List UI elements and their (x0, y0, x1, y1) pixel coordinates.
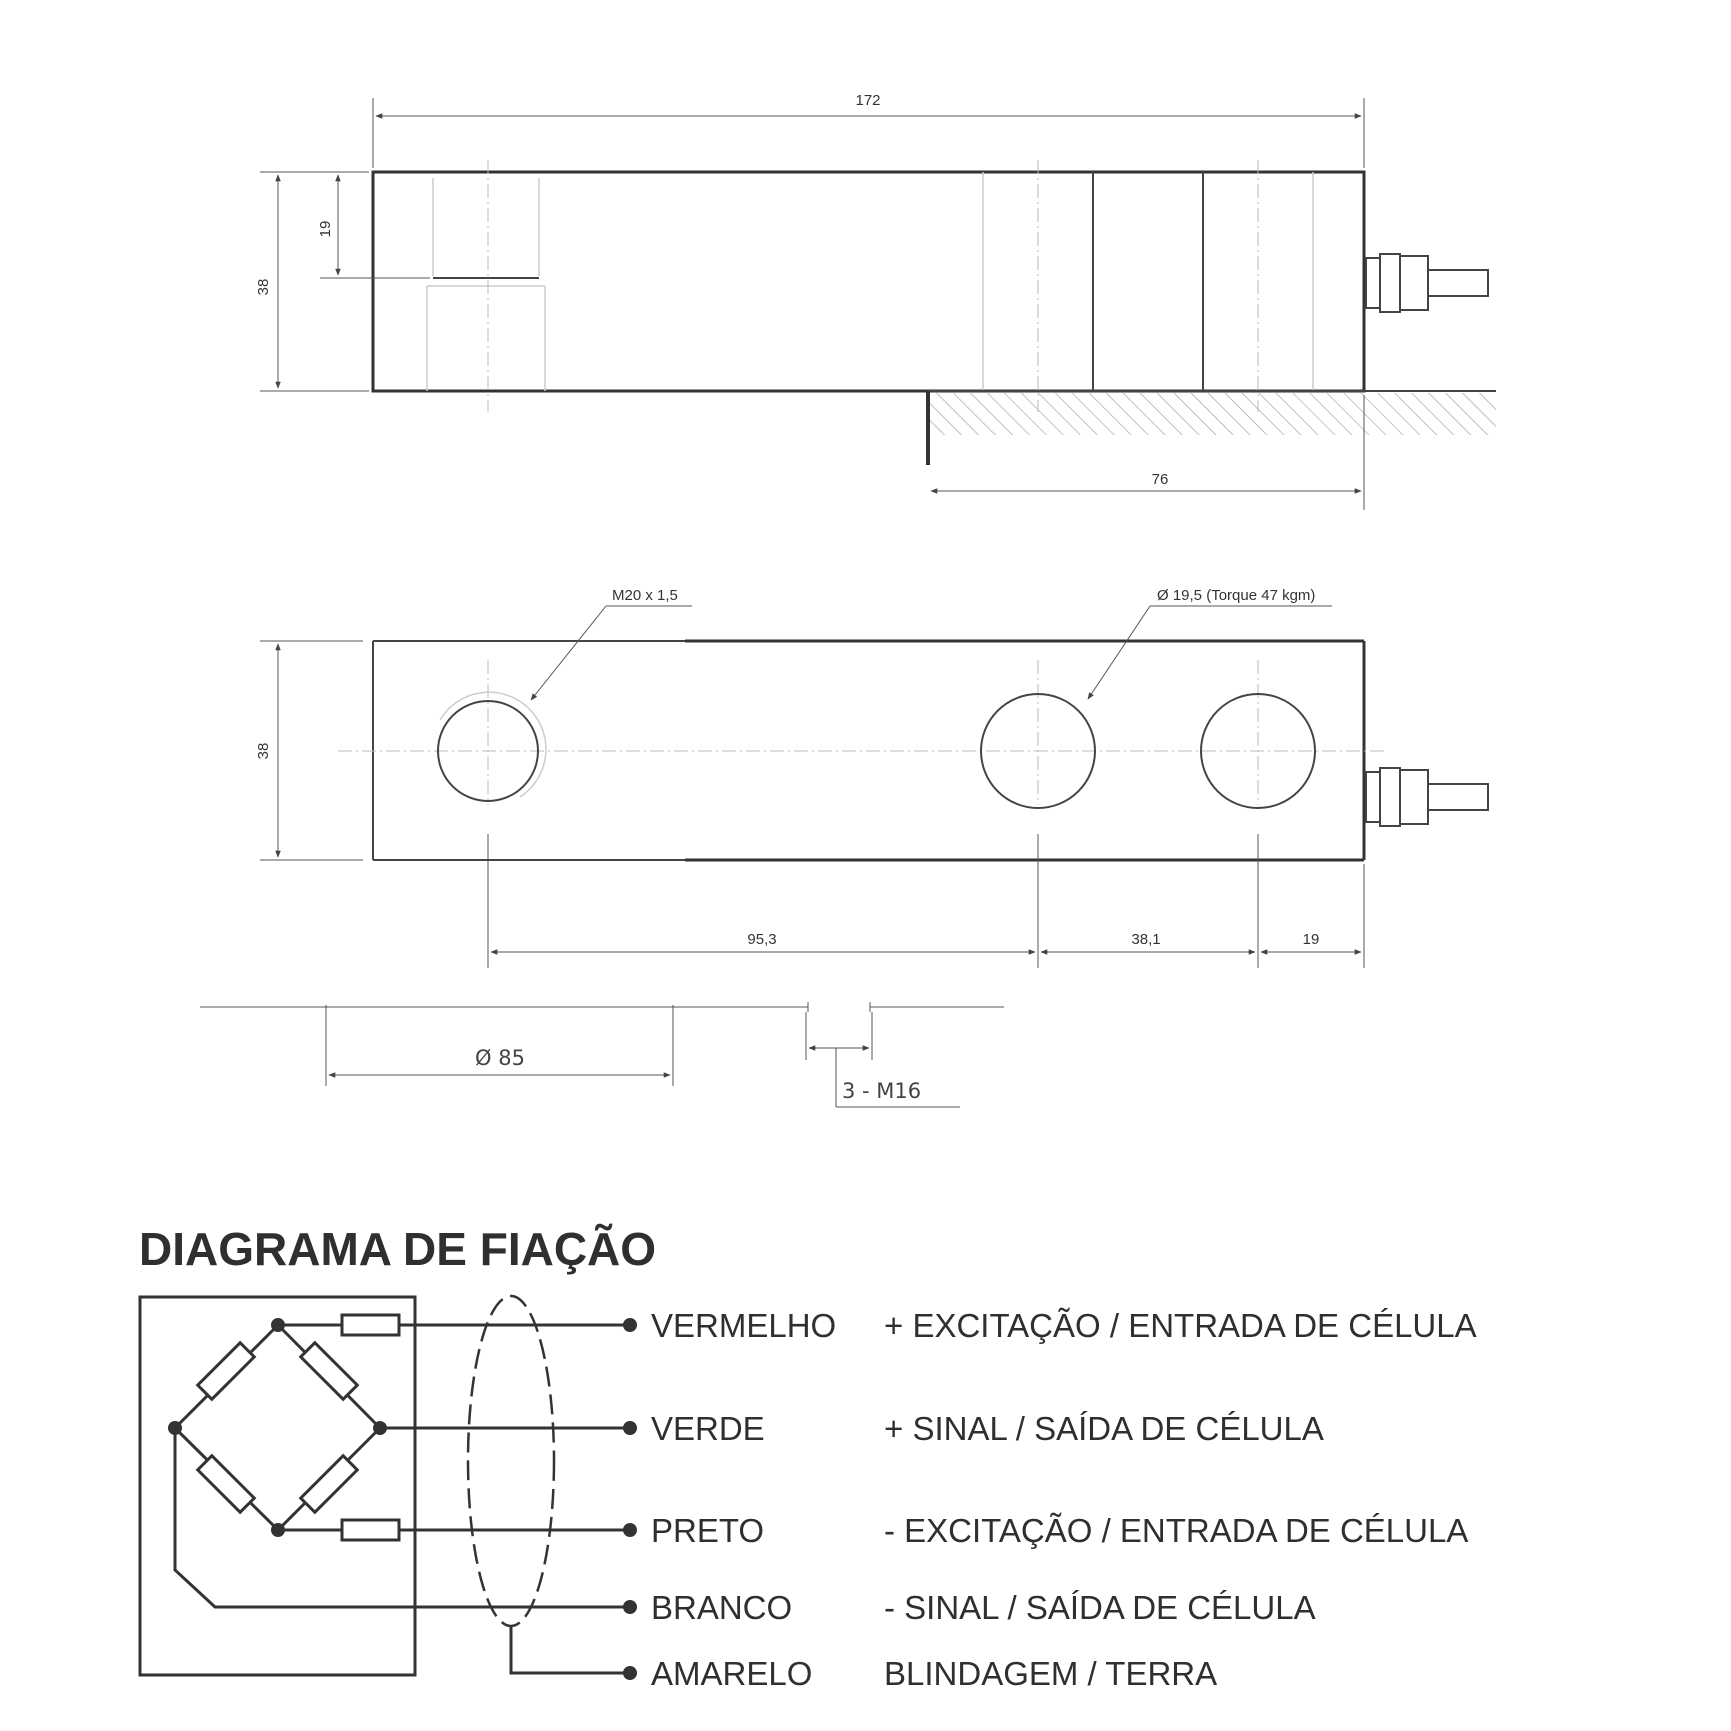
dim-base-holes: 3 - M16 (842, 1079, 922, 1103)
cable-shield-icon (468, 1296, 554, 1626)
wire-color-yellow: AMARELO (651, 1655, 813, 1692)
compensation-resistor-icon (342, 1315, 399, 1335)
dim-length: 172 (855, 92, 881, 109)
bridge-resistor-icon (198, 1456, 255, 1513)
support-hatch (928, 391, 1496, 465)
dim-height-front: 38 (255, 742, 272, 760)
callout-bore: Ø 19,5 (Torque 47 kgm) (1157, 587, 1316, 604)
dim-height-top: 38 (255, 278, 272, 296)
bridge-resistor-icon (198, 1343, 255, 1400)
wire-color-white: BRANCO (651, 1589, 793, 1626)
cell-enclosure (140, 1297, 415, 1675)
wire-function-green: + SINAL / SAÍDA DE CÉLULA (884, 1410, 1324, 1447)
dim-pitch-1: 95,3 (747, 931, 777, 948)
top-view (255, 92, 1496, 510)
compensation-resistor-icon (342, 1520, 399, 1540)
front-view (255, 587, 1488, 968)
cable-gland-front (1366, 768, 1488, 826)
bridge-resistor-icon (301, 1456, 358, 1513)
wire-function-white: - SINAL / SAÍDA DE CÉLULA (884, 1589, 1316, 1626)
base-dimensions (200, 1002, 1004, 1107)
callout-thread: M20 x 1,5 (612, 587, 678, 604)
wiring-title: DIAGRAMA DE FIAÇÃO (139, 1223, 657, 1275)
wire-color-red: VERMELHO (651, 1307, 837, 1344)
wiring-diagram (139, 1223, 1477, 1692)
wire-function-yellow: BLINDAGEM / TERRA (884, 1655, 1218, 1692)
dim-support-length: 76 (1151, 471, 1169, 488)
wire-function-black: - EXCITAÇÃO / ENTRADA DE CÉLULA (884, 1512, 1469, 1549)
dim-pitch-3: 19 (1302, 931, 1320, 948)
wire-function-red: + EXCITAÇÃO / ENTRADA DE CÉLULA (884, 1307, 1477, 1344)
cable-gland-top (1366, 254, 1488, 312)
dim-base-diameter: Ø 85 (475, 1046, 525, 1070)
wire-color-black: PRETO (651, 1512, 765, 1549)
wire-color-green: VERDE (651, 1410, 765, 1447)
dim-hole-depth: 19 (317, 220, 334, 238)
dim-pitch-2: 38,1 (1131, 931, 1161, 948)
bridge-resistor-icon (301, 1343, 358, 1400)
top-view-body (373, 172, 1364, 391)
